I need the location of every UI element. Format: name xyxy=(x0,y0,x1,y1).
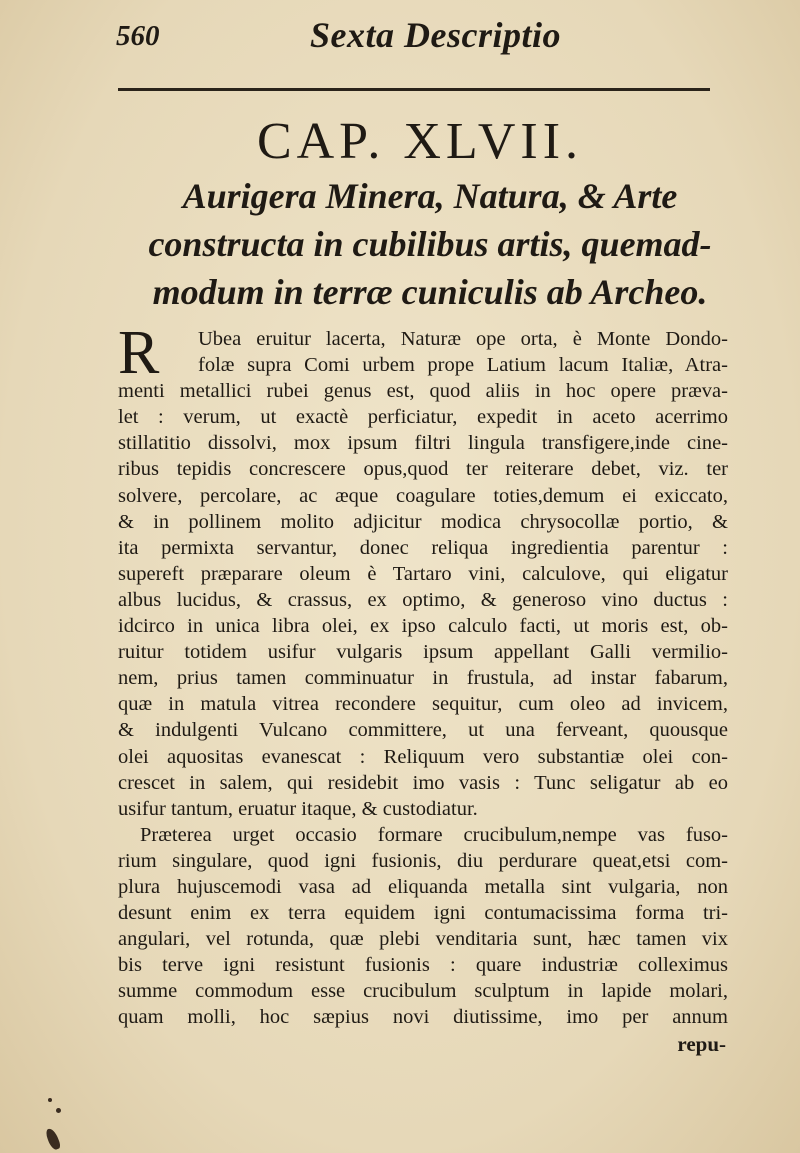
body-text xyxy=(118,319,728,1031)
text-line: solvere, percolare, ac æque coagulare toties,demum ei exiccato, xyxy=(118,484,728,507)
text-line: menti metallici rubei genus est, quod aliis in hoc opere præva- xyxy=(118,380,728,403)
text-line: usifur tantum, eruatur itaque, & custodiatur. xyxy=(118,797,478,820)
text-line: angulari, vel rotunda, quæ plebi venditaria sunt, hæc tamen vix xyxy=(118,928,728,951)
text-line: crescet in salem, qui residebit imo vasis : Tunc seligatur ab eo xyxy=(118,771,728,794)
text-line: ribus tepidis concrescere opus,quod ter reiterare debet, viz. ter xyxy=(118,458,728,481)
page-number: 560 xyxy=(116,20,160,52)
drop-cap: R xyxy=(118,319,160,387)
text-line: let : verum, ut exactè perficiatur, expedit in aceto acerrimo xyxy=(118,406,728,429)
chapter-heading: CAP. XLVII. xyxy=(256,113,584,170)
header-rule xyxy=(118,88,710,91)
text-line: & indulgenti Vulcano committere, ut una ferveant, quousque xyxy=(118,719,728,742)
text-line: summe commodum esse crucibulum sculptum in lapide molari, xyxy=(118,980,728,1003)
text-line: nem, prius tamen comminuatur in frustula, ad instar fabarum, xyxy=(118,667,728,690)
text-line: Præterea urget occasio formare crucibulum,nempe vas fuso- xyxy=(140,823,728,846)
ink-blot xyxy=(48,1098,52,1102)
text-line: ita permixta servantur, donec reliqua ingredientia parentur : xyxy=(118,536,728,559)
chapter-title xyxy=(100,172,760,316)
text-line: stillatitio dissolvi, mox ipsum filtri lingula transfigere,inde cine- xyxy=(118,432,728,455)
text-line: bis terve igni resistunt fusionis : quare industriæ colleximus xyxy=(118,954,728,977)
ink-blot xyxy=(45,1127,62,1151)
chapter-title-line: constructa in cubilibus artis, quemad- xyxy=(148,224,712,264)
text-line: ruitur totidem usifur vulgaris ipsum appellant Galli vermilio- xyxy=(118,641,728,664)
text-line: folæ supra Comi urbem prope Latium lacum Italiæ, Atra- xyxy=(198,354,728,377)
running-head xyxy=(116,14,716,58)
text-line: Ubea eruitur lacerta, Naturæ ope orta, è Monte Dondo- xyxy=(198,328,728,350)
text-line: quæ in matula vitrea recondere sequitur, cum oleo ad invicem, xyxy=(118,693,728,716)
text-line: plura hujuscemodi vasa ad eliquanda metalla sint vulgaria, non xyxy=(118,875,728,898)
text-line: supereft præparare oleum è Tartaro vini, calculove, qui eligatur xyxy=(118,562,728,585)
text-line: idcirco in unica libra olei, ex ipso calculo facti, ut moris est, ob- xyxy=(118,615,728,638)
text-line: rium singulare, quod igni fusionis, diu perdurare queat,etsi com- xyxy=(118,849,728,872)
text-line: desunt enim ex terra equidem igni contumacissima forma tri- xyxy=(118,902,728,925)
ink-blot xyxy=(56,1108,61,1113)
catchword: repu- xyxy=(677,1032,726,1056)
running-title: Sexta Descriptio xyxy=(310,15,561,55)
chapter-title-line: modum in terræ cuniculis ab Archeo. xyxy=(152,272,708,312)
text-line: & in pollinem molito adjicitur modica chrysocollæ portio, & xyxy=(118,510,728,533)
text-line: albus lucidus, & crassus, ex optimo, & generoso vino ductus : xyxy=(118,588,728,611)
text-line: quam molli, hoc sæpius novi diutissime, imo per annum xyxy=(118,1006,728,1029)
text-line: olei aquositas evanescat : Reliquum vero substantiæ olei con- xyxy=(118,745,728,768)
chapter-title-line: Aurigera Minera, Natura, & Arte xyxy=(182,176,678,216)
